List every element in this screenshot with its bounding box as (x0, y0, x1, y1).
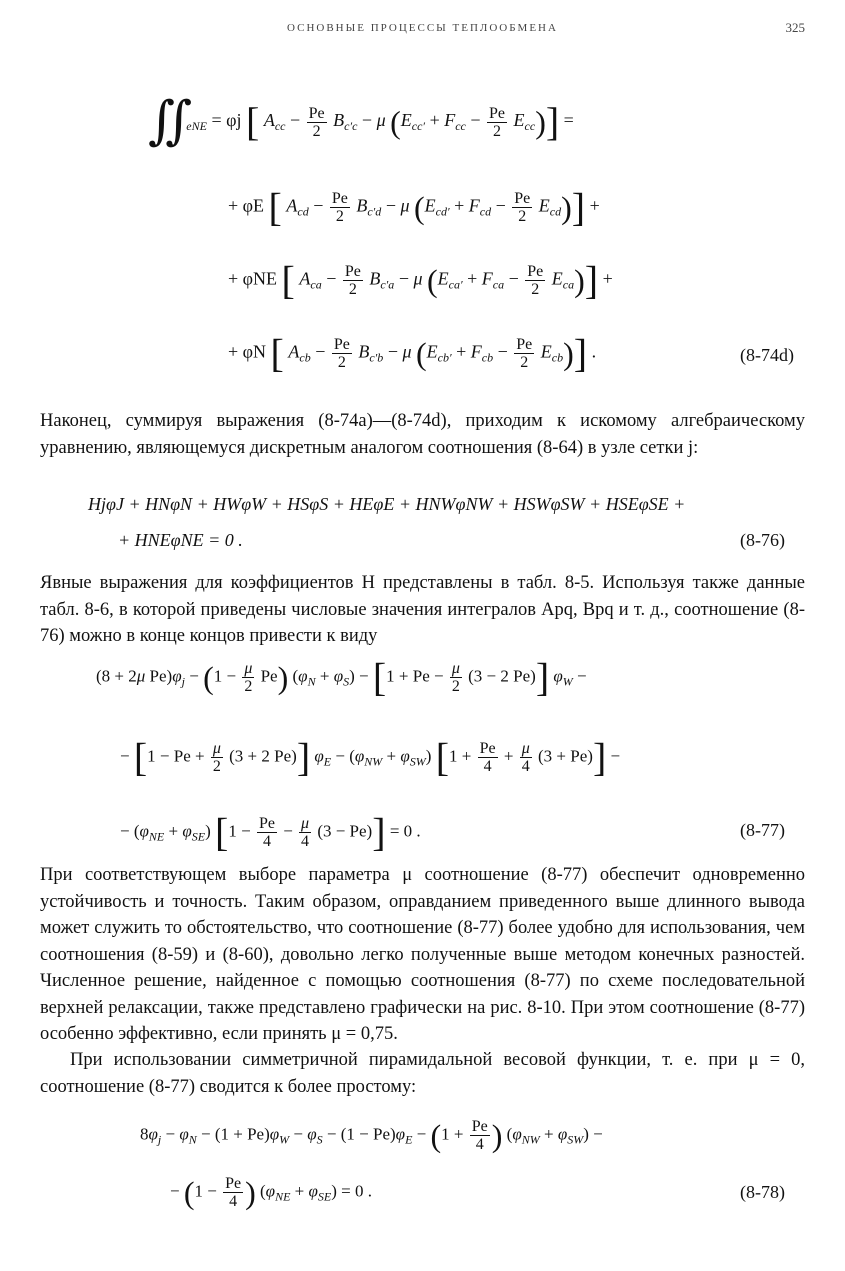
eq-874d-lead-1: = φj (211, 110, 242, 131)
paragraph-4: При использовании симметричной пирамидальной весовой функции, т. е. при μ = 0, соотношение (8-77) сводится к более простому: (40, 1050, 805, 1097)
eq-878-number: (8-78) (740, 1182, 785, 1202)
paragraph-3: При соответствующем выборе параметра μ соотношение (8-77) обеспечит одновременно устойчивость и точность. Таким образом, оправданием приведенного выше длинного вывода может служить то обстоятельство, что соотношение (8-77) более удобно для использования, чем соотношения (8-59) и (8-60), довольно легко полученные выше методом конечных разностей. Численное решение, найденное с помощью соотношения (8-77) по схеме последовательной верхней релаксации, также представлено графически на рис. 8-10. При этом соотношение (8-77) особенно эффективно, если принять μ = 0,75. (40, 865, 805, 1044)
eq-876-line1: HjφJ + HNφN + HWφW + HSφS + HEφE + HNWφNW + HSWφSW + HSEφSE + (88, 494, 686, 514)
eq-874d-lead-3: + φNE (228, 268, 278, 289)
eq-877-number: (8-77) (740, 820, 785, 840)
eq-877-line1: (8 + 2μ $Pe)\varphi_j - (1$ − $\frac{\mu}{2}$ Pe) $(\varphi_N + \varphi_S) - [1 + Pe$ − $\frac{\mu}{2}$ (3 − 2 Pe)] $\varphi_W$ − (96, 654, 587, 700)
eq-874d-lead-4: + φN (228, 341, 267, 362)
integral-subscript: eNE (186, 119, 207, 134)
eq-874d-line2: + φE [ $A_{cd}$ − $\frac{Pe}{2}$ $B_{c'd} - \mu$ ($E_{cd'} + F_{cd}$ − $\frac{Pe}{2}$ $E_{cd}$)] + (228, 184, 600, 230)
eq-874d-number: (8-74d) (740, 345, 794, 365)
eq-878-line2: − (1 − $\frac{Pe}{4}$ ) $(\varphi_{NE} + \varphi_{SE}) = 0$ . (170, 1174, 373, 1211)
eq-876-number: (8-76) (740, 530, 785, 550)
paragraph-2: Явные выражения для коэффициентов H представлены в табл. 8-5. Используя также данные табл. 8-6, в которой приведены числовые значения интегралов Apq, Bpq и т. д., соотношение (8-76) можно в конце концов привести к виду (40, 573, 805, 646)
eq-874d-line4: + φN [ $A_{cb}$ − $\frac{Pe}{2}$ $B_{c'b} - \mu$ ($E_{cb'} + F_{cb}$ − $\frac{Pe}{2}$ $E_{cb}$)] . (228, 330, 597, 376)
eq-877-line3: − $(\varphi_{NE} + \varphi_{SE}) [1$ − $\frac{Pe}{4}$ − $\frac{\mu}{4}$ (3 − Pe)] = 0 . (120, 809, 421, 855)
paragraph-1: Наконец, суммируя выражения (8-74a)—(8-74d), приходим к искомому алгебраическому уравнению, являющемуся дискретным аналогом соотношения (8-64) в узле сетки j: (40, 411, 805, 458)
eq-874d-line1: $∬_{eNE} = \varphi j$ [ $A_{cc}$ − $\frac{Pe}{2}$ $B_{c'c} - \mu$ ($E_{cc'} + F_{cc}$ − $\frac{Pe}{2}$ $E_{cc}$)] = (148, 93, 574, 150)
eq-874d-lead-2: + φE (228, 195, 265, 216)
eq-874d-line3: + φNE [ $A_{ca}$ − $\frac{Pe}{2}$ $B_{c'a} - \mu$ ($E_{ca'} + F_{ca}$ − $\frac{Pe}{2}$ $E_{ca}$)] + (228, 257, 613, 303)
eq-878-line1: $8\varphi_j - \varphi_N - (1 + Pe)\varphi_W - \varphi_S - (1 - Pe)\varphi_E - (1$ + $\frac{Pe}{4}$ ) $(\varphi_{NW} + \varphi_{SW})$ − (140, 1117, 603, 1154)
eq-877-line2: − [1 − Pe + $\frac{\mu}{2}$ (3 + 2 Pe)] $\varphi_E - (\varphi_{NW} + \varphi_{SW}) [1$ + $\frac{Pe}{4}$ + $\frac{\mu}{4}$ (3 + Pe)] − (120, 734, 621, 780)
eq-876-line2: + HNEφNE = 0 . (118, 530, 243, 550)
page-number: 325 (785, 20, 805, 35)
double-integral-symbol: ∬ (148, 93, 193, 150)
running-header: ОСНОВНЫЕ ПРОЦЕССЫ ТЕПЛООБМЕНА (287, 22, 558, 34)
